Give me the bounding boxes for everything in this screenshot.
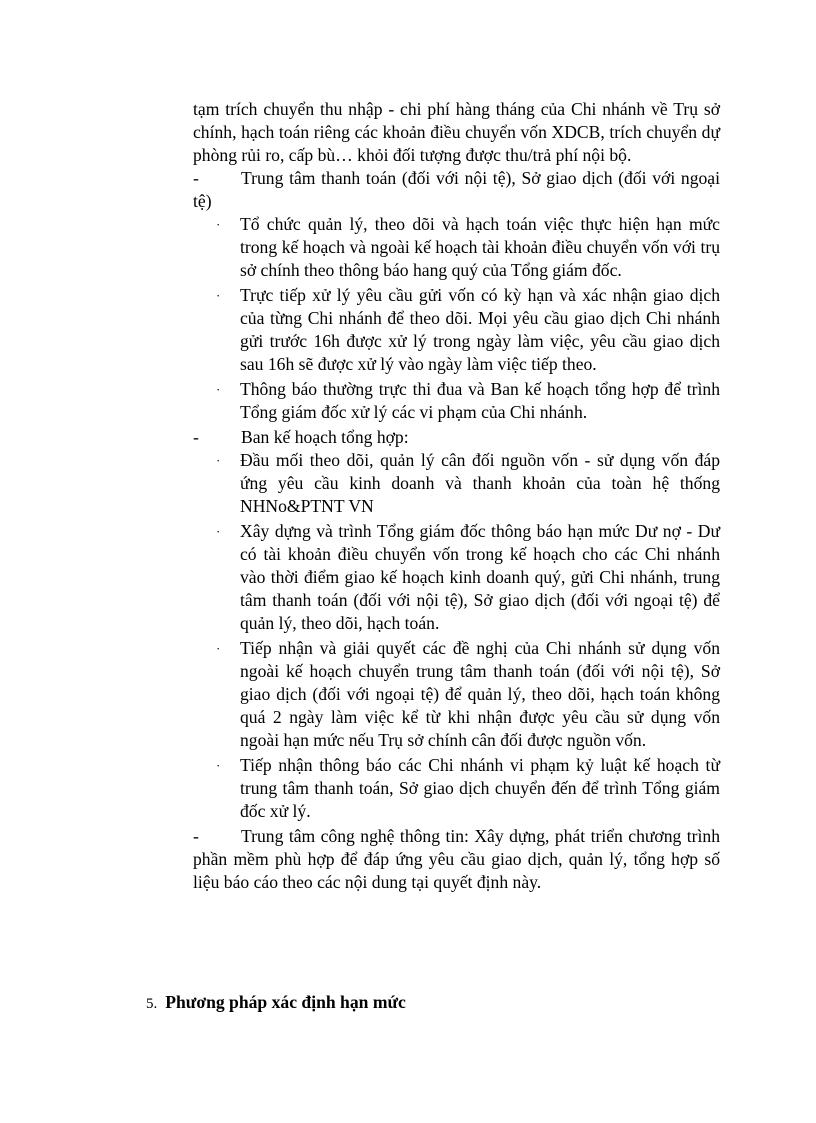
dash-marker: - [193,427,199,447]
dash-marker: - [193,826,199,846]
bullet-text: Tiếp nhận và giải quyết các đề nghị của Chi nhánh sử dụng vốn ngoài kế hoạch chuyển trung tâm thanh toán (đối với nội tệ), Sở giao dịch (đối với ngoại tệ) để quản lý, theo dõi, hạch toán không quá 2 ngày làm việc kể từ khi nhận được yêu cầu sử dụng vốn ngoài hạn mức nếu Trụ sở chính cân đối được nguồn vốn. [240,638,720,750]
bullet-marker: · [216,453,221,468]
bullet-marker: · [216,382,221,397]
dash-item-text: Trung tâm công nghệ thông tin: Xây dựng, phát triển chương trình phần mềm phù hợp để đáp ứng yêu cầu giao dịch, quản lý, tổng hợp số liệu báo cáo theo các nội dung tại quyết định này. [193,826,720,892]
section-heading [146,991,406,1016]
bullet-marker: · [216,524,221,539]
intro-paragraph: tạm trích chuyển thu nhập - chi phí hàng tháng của Chi nhánh về Trụ sở chính, hạch toán riêng các khoản điều chuyển vốn XDCB, trích chuyển dự phòng rủi ro, cấp bù… khỏi đối tượng được thu/trả phí nội bộ. [193,99,720,165]
bullet-item [216,754,720,823]
bullet-text: Xây dựng và trình Tổng giám đốc thông báo hạn mức Dư nợ - Dư có tài khoản điều chuyển vốn trong kế hoạch cho các Chi nhánh vào thời điểm giao kế hoạch kinh doanh quý, gửi Chi nhánh, trung tâm thanh toán (đối với nội tệ), Sở giao dịch (đối với ngoại tệ) để quản lý, theo dõi, hạch toán. [240,521,720,633]
bullet-list [216,213,720,424]
bullet-text: Trực tiếp xử lý yêu cầu gửi vốn có kỳ hạn và xác nhận giao dịch của từng Chi nhánh để theo dõi. Mọi yêu cầu giao dịch Chi nhánh gửi trước 16h được xử lý trong ngày làm việc, yêu cầu giao dịch sau 16h sẽ được xử lý vào ngày làm việc tiếp theo. [240,285,720,374]
dash-item-text: Trung tâm thanh toán (đối với nội tệ), Sở giao dịch (đối với ngoại tệ) [193,168,720,211]
bullet-item [216,520,720,635]
section-list [193,167,720,894]
bullet-marker: · [216,288,221,303]
dash-marker: - [193,168,199,188]
bullet-text: Tổ chức quản lý, theo dõi và hạch toán việc thực hiện hạn mức trong kế hoạch và ngoài kế hoạch tài khoản điều chuyển vốn với trụ sở chính theo thông báo hang quý của Tổng giám đốc. [240,214,720,280]
bullet-text: Đầu mối theo dõi, quản lý cân đối nguồn vốn - sử dụng vốn đáp ứng yêu cầu kinh doanh và thanh khoản của toàn hệ thống NHNo&PTNT VN [240,450,720,516]
bullet-list [216,449,720,823]
heading-title: Phương pháp xác định hạn mức [165,992,406,1012]
bullet-marker: · [216,217,221,232]
dash-item [193,426,720,449]
bullet-item [216,284,720,376]
document-body [193,98,720,894]
dash-item [193,167,720,213]
bullet-item [216,378,720,424]
bullet-text: Tiếp nhận thông báo các Chi nhánh vi phạm kỷ luật kế hoạch từ trung tâm thanh toán, Sở giao dịch chuyển đến để trình Tổng giám đốc xử lý. [240,755,720,821]
bullet-item [216,213,720,282]
heading-number: 5. [146,996,158,1012]
dash-item-text: Ban kế hoạch tổng hợp: [241,427,409,447]
bullet-text: Thông báo thường trực thi đua và Ban kế hoạch tổng hợp để trình Tổng giám đốc xử lý các vi phạm của Chi nhánh. [240,379,720,422]
bullet-marker: · [216,758,221,773]
bullet-item [216,637,720,752]
dash-item [193,825,720,894]
bullet-marker: · [216,641,221,656]
bullet-item [216,449,720,518]
